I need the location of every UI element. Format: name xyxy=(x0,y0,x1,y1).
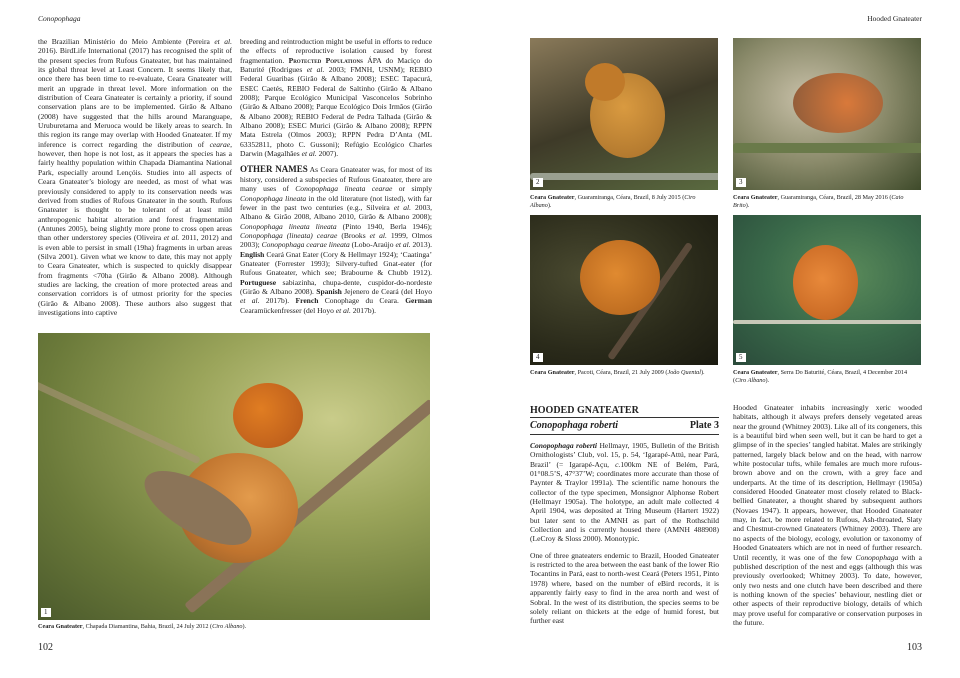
photo-number: 1 xyxy=(41,608,51,617)
text-span-i: et al. xyxy=(301,149,317,159)
text-span-hd: OTHER NAMES xyxy=(240,164,308,175)
text-span-b: Spanish xyxy=(316,286,342,296)
text-span-i: et al. xyxy=(214,37,233,46)
text-span: 2007). xyxy=(316,149,339,159)
text-span-i: Ciro Albano xyxy=(530,194,696,209)
text-span: 2017b). xyxy=(259,296,296,306)
text-span: breeding and reintroduction might be useful in efforts to reduce the effects of reproductive isolation caused by forest fragmentation. xyxy=(240,37,432,65)
heading-rule-bottom xyxy=(530,434,719,435)
page-number-left: 102 xyxy=(38,642,53,653)
bird-body xyxy=(580,240,660,315)
text-span-i: et al. xyxy=(306,65,325,75)
text-span-b: German xyxy=(405,296,433,306)
running-head-right: Hooded Gnateater xyxy=(867,14,922,23)
text-span: 2011, 2012) and is even able to persist in small (19ha) fragments in urban areas (Silva 2001). Given what we know to date, this may not apply to Ceara Gnateater, which is suspected to quickly disappear from fragments <70ha (Girão & Albano 2008). Although studies are lacking, the creation of more protected areas and conservation corridors is of utmost priority for the species (Girão & Albano 2008). These authors also suggest that investigations into captive xyxy=(38,233,233,317)
heading-rule-top xyxy=(530,417,719,418)
text-span: 1999, Olmos 2003); xyxy=(240,230,433,250)
photo-4-caption xyxy=(530,369,718,377)
text-span-i: et al. xyxy=(393,202,412,212)
text-span: ). xyxy=(547,202,552,209)
text-span: ). xyxy=(765,377,770,384)
text-column-right-2 xyxy=(733,403,922,634)
photo-number: 4 xyxy=(533,353,543,362)
text-span-i: et al. xyxy=(369,230,387,240)
text-span-i: et al. xyxy=(163,233,180,243)
text-span: Jejenero de Ceará (del Hoyo xyxy=(341,286,432,296)
text-span: , Pacoti, Céara, Brazil, 21 July 2009 ( xyxy=(574,369,668,376)
text-span: 100km NE of Belém, Pará, 01°08.5’S, 47°37’W; coordinates more accurate than those of Paynter & Traylor 1991a). The scientific name honours the collector of the type specimen, Monsignor Alphonse Robert (Hellmayr 1905a). The holotype, an adult male collected 4 April 1904, was deposited at Tring Museum (Hartert 1922) but later sent to the AMNH as part of the Rothschild Collection and is currently housed there (AMNH 488908) (LeCroy & Sloss 2000). Monotypic. xyxy=(530,459,719,544)
page-number-right: 103 xyxy=(907,642,922,653)
text-span: Ceará Gnat Eater (Cory & Hellmayr 1924); ‘Caatinga’ Gnateater (Forrester 1993); Silvery-tufted Gnat-eater (for Rufous Gnateater, which see; Brabourne & Chubb 1912). xyxy=(240,249,432,278)
bird-head xyxy=(233,383,303,448)
text-span: (Brooks xyxy=(337,230,370,240)
text-span-i: Ciro Albano xyxy=(735,377,766,384)
text-span-i: João Quental xyxy=(667,369,701,376)
text-span: One of three gnateaters endemic to Brazil, Hooded Gnateater is restricted to the area between the east bank of the lower Rio Tocantins in Pará, east to north-west Ceará (Peters 1951, Pinto 1978) where, based on the number of eBird records, it is apparently fairly easy to find in the area north and west of Sobral. In the west of its distribution, the species seems to be solely reliant on thickets at the edge of humid forest, but further east xyxy=(530,550,719,626)
text-span-bi: Conopophaga roberti xyxy=(530,441,598,450)
photo-4-ceara-gnateater xyxy=(530,215,718,365)
text-span-i: et al. xyxy=(395,240,411,250)
text-span-b: Ceara Gnateater xyxy=(530,369,575,376)
text-span: Conophage du Ceara. xyxy=(318,296,406,306)
text-span-b: Ceara Gnateater xyxy=(530,194,575,201)
text-span-i: Conopophaga (lineata) cearae xyxy=(240,230,338,240)
text-span-b: English xyxy=(240,249,265,259)
text-span-i: Conopophaga lineata xyxy=(240,193,307,203)
paragraph xyxy=(733,403,922,627)
text-column-left-1 xyxy=(38,37,232,324)
plate-label: Plate 3 xyxy=(689,420,719,431)
photo-3-ceara-gnateater xyxy=(733,38,921,190)
text-span: , Guaramiranga, Céara, Brazil, 8 July 2015 ( xyxy=(574,194,685,201)
photo-number: 2 xyxy=(533,178,543,187)
photo-2-caption xyxy=(530,194,718,210)
photo-number: 5 xyxy=(736,353,746,362)
photo-3-caption xyxy=(733,194,921,210)
text-span-i: et al. xyxy=(335,305,351,315)
photo-5-ceara-gnateater xyxy=(733,215,921,365)
text-column-left-2 xyxy=(240,37,432,322)
photo-number: 3 xyxy=(736,178,746,187)
text-span: Cearamückenfresser (del Hoyo xyxy=(240,305,336,315)
text-span: , Chapada Diamantina, Bahia, Brazil, 24 July 2012 ( xyxy=(82,623,213,630)
text-span-i: Conopophaga lineata lineata xyxy=(240,221,337,231)
text-span: 2003; FMNH, USNM); REBIO Federal Guaribas (Girão & Albano 2008); ESEC Tapacurá, ESEC Caetés, REBIO Federal de Saltinho (Girão & Albano 2008); Parque Ecológico Municipal Vasconcelos Sobrinho (Girão & Albano 2008); Parque Ecológico Dois Irmãos (Girão & Albano 2008); REBIO Federal de Pedra Talhada (Girão & Albano 2008); ESEC Murici (Girão & Albano 2008); RPPN Mata Estrela (Olmos 2003); RPPN Pedra D’Anta (ML 63352811, photo C. Gussoni); Refúgio Ecológico Charles Darwin (Magalhães xyxy=(240,65,432,159)
photo-1-ceara-gnateater xyxy=(38,333,430,620)
text-span-i: Conopophaga cearae lineata xyxy=(261,240,350,250)
text-column-right-1 xyxy=(530,441,719,633)
text-span-sc: Protected Populations xyxy=(288,55,363,65)
paragraph xyxy=(38,37,232,317)
text-span-i: cearae xyxy=(209,139,231,149)
text-span: Hooded Gnateater inhabits increasingly xeric wooded habitats, although it always prefers densely vegetated areas near the ground (Whitney 2003). Like all of its congeners, this is a beautiful bird when seen well, but it can be hard to get a glimpse of in the species’ tangled habitat. Males are strikingly patterned, largely black below and on the head, with narrow white postocular tufts, while females are much more rufous-brown above and on the crown, with a grey face and underparts. At the time of its description, Hellmayr (1905a) considered Hooded Gnateater most closely related to Black-bellied Gnateater, a thought shared by subsequent authors (Novaes 1947). It appears, however, that Hooded Gnateater may, in fact, be more related to Rufous, Ash-throated, Slaty and Chestnut-crowned Gnateaters (Whitney 2003). There are no aspects of the biology, ecology, evolution or taxonomy of Hooded Gnateaters which are not in need of further research. Until recently, it was one of the few xyxy=(733,403,922,562)
running-head-left: Conopophaga xyxy=(38,14,81,23)
paragraph xyxy=(530,551,719,626)
text-span: ). xyxy=(745,202,750,209)
bird-body xyxy=(793,245,858,320)
photo-2-ceara-gnateater xyxy=(530,38,718,190)
photo-5-caption xyxy=(733,369,921,385)
paragraph xyxy=(530,441,719,544)
text-span: As Ceara Gnateater was, for most of its history, considered a subspecies of Rufous Gnateater, there are many uses of xyxy=(240,165,432,194)
text-span: , however, then hope is not lost, as it appears the species has a fairly healthy population within Chapada Diamantina National Park, especially around Lençóis. Studies into all aspects of Ceara Gnateater’s biology are needed, as most of what was previously considered to apply to its conservation needs was derived from studies of Rufous Gnateater in the south. Rufous Gnateater is thought to be tolerant of at least mild anthropogenic habitat alteration and forest fragmentation (Antunes 2005), being slightly more prone to cross open areas than other understorey species (Oliveira xyxy=(38,139,232,243)
text-span-b: Ceara Gnateater xyxy=(733,194,778,201)
text-span: ). xyxy=(242,623,247,630)
species-common-name: HOODED GNATEATER xyxy=(530,405,639,416)
text-span-b: French xyxy=(295,296,319,306)
text-span-i: Conopophaga xyxy=(855,552,899,562)
text-span-b: Portuguese xyxy=(240,277,277,287)
text-span-i: et al. xyxy=(240,296,260,306)
text-span-i: Conopophaga lineata cearae xyxy=(295,184,393,194)
bird-body xyxy=(793,73,883,133)
text-span: in the old literature (not listed), with far fewer in the past two centuries (e.g., Silveira xyxy=(240,193,433,212)
text-span: or simply xyxy=(392,184,432,194)
photo-1-caption xyxy=(38,623,430,631)
text-span: (Lobo-Araújo xyxy=(349,240,396,250)
text-span: sabiazinha, chupa-dente, cuspidor-do-nordeste (Girão & Albano 2008). xyxy=(240,277,432,296)
bird-head xyxy=(585,63,625,101)
paragraph xyxy=(240,37,432,158)
text-span: the Brazilian Ministério do Meio Ambiente (Pereira xyxy=(38,37,215,46)
text-span: 2013). xyxy=(410,240,433,250)
text-span: ÁPA do Maciço do Baturité (Rodrigues xyxy=(240,55,433,75)
text-span: , Serra Do Baturité, Céara, Brazil, 4 December 2014 ( xyxy=(733,369,908,384)
text-span-i: c. xyxy=(615,459,621,469)
text-span: 2003, Albano & Girão 2008, Albano 2010, Girão & Albano 2008); xyxy=(240,202,432,222)
text-span: 2016). BirdLife International (2017) has recognised the split of the present species from Rufous Gnateater, but has maintained its global threat level at Least Concern. It seems likely that, once there has been time to re-evaluate, Ceara Gnateater will merit an upgrade in threat level. More information on the distribution of Ceara Gnateater is certainly a priority, if sound conservation plans are to be implemented. Girão & Albano (2008) have suggested that the hills around Maranguape, Uruburetama and Meruoca would be likely areas to search. In this region its range may overlap with Hooded Gnateater. If my inference is correct regarding the distribution of xyxy=(38,46,232,149)
text-span: (Pinto 1940, Berla 1946); xyxy=(336,221,432,231)
text-span-b: Ceara Gnateater xyxy=(38,623,83,630)
text-span: with a published description of the nest and eggs (although this was previously overlooked; Whitney 2003). To date, however, only two nests and one clutch have been described and there is nothing known of the species’ behaviour, nestling diet or other aspects of their reproductive biology, details of which may prove useful for comparative or conservation purposes in the future. xyxy=(733,552,922,627)
text-span-b: Ceara Gnateater xyxy=(733,369,778,376)
paragraph xyxy=(240,165,432,315)
species-scientific-name: Conopophaga roberti xyxy=(530,420,619,431)
text-span: , Guaramiranga, Céara, Brazil, 28 May 2016 ( xyxy=(777,194,892,201)
text-span-i: Caio Brito xyxy=(733,194,904,209)
text-span: ). xyxy=(700,369,705,376)
text-span: 2017b). xyxy=(350,305,377,315)
text-span: Hellmayr, 1905, Bulletin of the British Ornithologists’ Club, vol. 15, p. 54, ‘Igarapé-Attú, near Pará, Brazil’ (= Igarapé-Açu, xyxy=(530,441,719,469)
text-span-i: Ciro Albano xyxy=(212,623,243,630)
